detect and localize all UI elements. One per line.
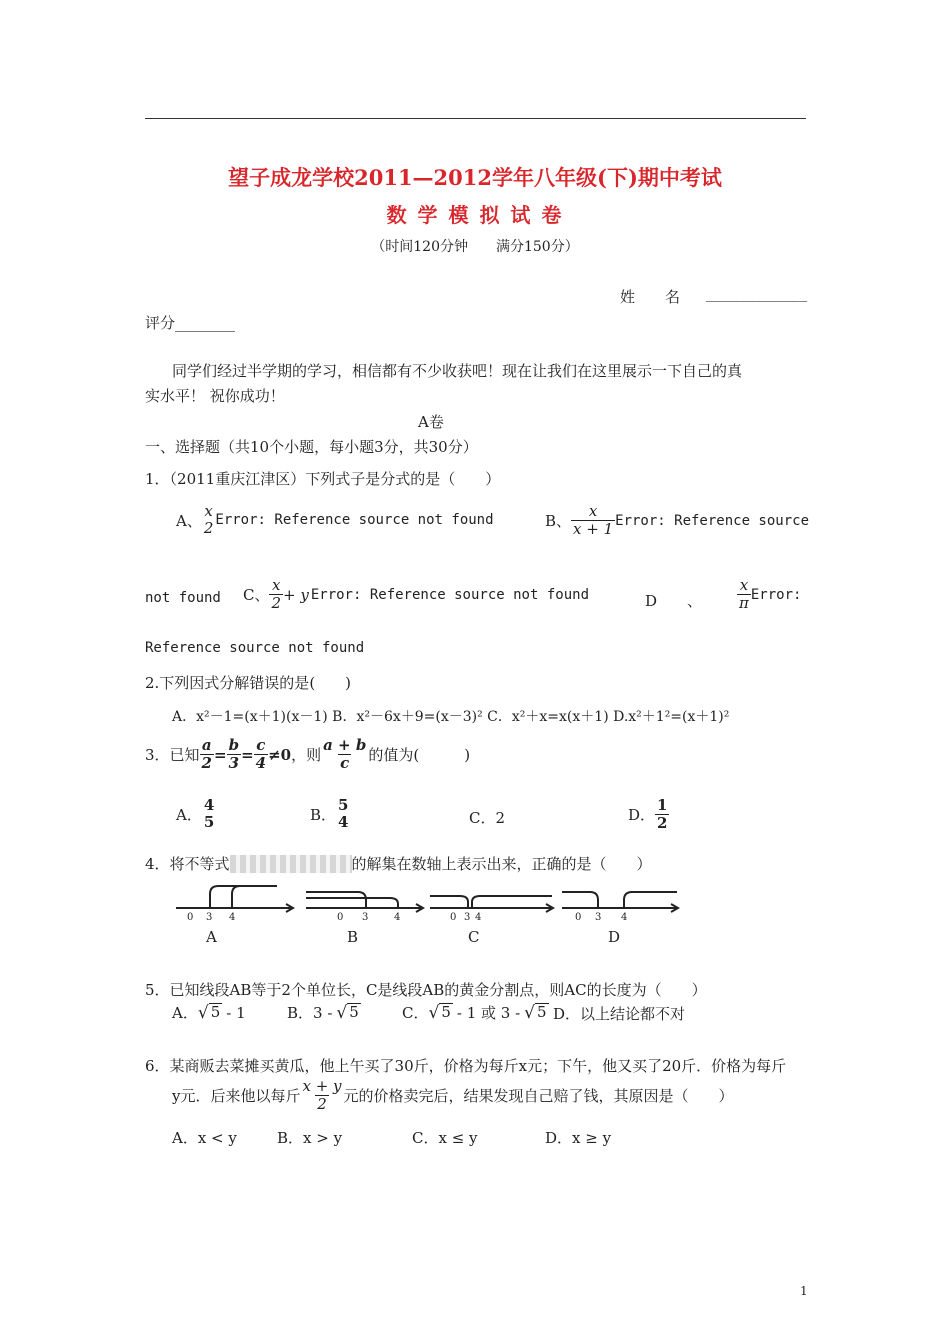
- q1-a-fraction: [202, 503, 216, 538]
- frac-denominator: π: [739, 594, 749, 613]
- q3-option-a: [176, 797, 216, 832]
- q4-stem-prefix: 4．将不等式: [145, 855, 230, 873]
- frac-denominator: x + 1: [573, 520, 614, 539]
- sqrt-five: [524, 1003, 548, 1021]
- q1-a-error: Error: Reference source not found: [215, 512, 494, 529]
- inequality-system-image: [230, 855, 352, 873]
- q5-option-d: D．以上结论都不对: [553, 1005, 686, 1023]
- option-label-c: C: [468, 928, 480, 946]
- q1-option-c: [243, 577, 589, 613]
- q3-stem: [145, 737, 470, 773]
- tick-label: 3: [362, 912, 369, 923]
- part1-title: 一、选择题（共10个小题，每小题3分，共30分）: [145, 438, 478, 456]
- q6-option-d: D．x ≥ y: [545, 1129, 612, 1147]
- q3-stem-end: 的值为( ): [368, 746, 471, 765]
- tick-label: 4: [394, 912, 401, 923]
- q5-c-expr: - 1 或 3 -: [456, 1004, 521, 1022]
- q5-option-a: [172, 1002, 246, 1023]
- q6-line-2: [172, 1078, 734, 1114]
- q4-stem-suffix: 的解集在数轴上表示出来，正确的是（ ）: [351, 855, 652, 873]
- q5-stem: 5．已知线段AB等于2个单位长，C是线段AB的黄金分割点，则AC的长度为（ ）: [145, 981, 707, 999]
- q3-option-c: C．2: [469, 809, 506, 827]
- radicand: 5: [537, 1003, 547, 1022]
- frac-numerator: 4: [203, 796, 215, 814]
- q6-fraction: [300, 1078, 343, 1114]
- top-rule: [145, 118, 806, 119]
- q5-a-label: A．: [172, 1004, 198, 1022]
- q1-d-label: D 、: [645, 592, 703, 610]
- frac-numerator: x: [739, 576, 749, 594]
- q5-option-b: [287, 1002, 361, 1023]
- q1-a-label: A、: [176, 511, 202, 530]
- q3-frac-ab-c: [321, 737, 368, 773]
- tick-label: 3: [464, 912, 471, 923]
- q6-line2-post: 元的价格卖完后，结果发现自己赔了钱，其原因是（ ）: [343, 1087, 734, 1106]
- frac-denominator: 4: [338, 813, 349, 832]
- q5-option-c: [402, 1002, 549, 1023]
- q3-d-label: D．: [628, 806, 656, 825]
- frac-numerator: x: [588, 502, 598, 520]
- q4-stem: [145, 853, 652, 874]
- option-label-d: D: [608, 928, 621, 946]
- name-blank: ____________: [706, 286, 808, 302]
- frac-denominator: 3: [228, 754, 240, 773]
- page-number: 1: [800, 1284, 808, 1298]
- q3-stem-prefix: 3．已知: [145, 746, 200, 765]
- tick-label: 0: [187, 912, 194, 923]
- q1-b-label: B、: [545, 512, 572, 531]
- tick-label: 4: [621, 912, 628, 923]
- q3-d-fraction: [655, 797, 669, 833]
- not-equal-zero: ≠0: [268, 745, 292, 764]
- q1-b-fraction: [571, 503, 615, 539]
- sqrt-icon: √: [197, 1002, 209, 1023]
- frac-denominator: 4: [255, 754, 267, 773]
- tick-label: 0: [450, 912, 457, 923]
- exam-subtitle: 数 学 模 拟 试 卷: [386, 203, 564, 227]
- frac-numerator: a + b: [323, 736, 367, 754]
- frac-denominator: 2: [317, 1095, 327, 1114]
- score-label: 评分________: [145, 314, 236, 332]
- q5-a-expr: - 1: [226, 1003, 246, 1022]
- q5-b-expr: 3 -: [313, 1003, 333, 1022]
- q1-b-error: Error: Reference source: [615, 512, 810, 529]
- frac-numerator: c: [256, 736, 266, 754]
- frac-denominator: 2: [201, 754, 212, 773]
- frac-denominator: 5: [203, 813, 215, 832]
- q6-line2-pre: y元．后来他以每斤: [172, 1087, 301, 1106]
- q3-option-d: [628, 797, 669, 833]
- q6-option-b: B．x > y: [277, 1129, 343, 1147]
- q3-a-fraction: [202, 797, 216, 832]
- q1-c-error: Error: Reference source not found: [310, 586, 589, 603]
- sqrt-five: [198, 1003, 222, 1021]
- q3-stem-suffix: ，则: [291, 746, 322, 765]
- tick-label: 4: [475, 912, 482, 923]
- q1-d-error-cont: Reference source not found: [145, 640, 365, 656]
- q3-option-b: [310, 797, 350, 832]
- q5-c-label: C．: [402, 1004, 429, 1022]
- q1-c-fraction: [269, 577, 283, 613]
- tick-label: 0: [337, 912, 344, 923]
- tick-label: 3: [595, 912, 602, 923]
- frac-numerator: x: [204, 502, 213, 520]
- q2-stem: 2.下列因式分解错误的是( ): [145, 674, 352, 692]
- radicand: 5: [441, 1003, 451, 1022]
- tick-label: 0: [575, 912, 582, 923]
- q2-options: A．x²－1=(x＋1)(x－1) B．x²－6x＋9=(x－3)² C．x²＋x=x(x＋1) D.x²＋1²=(x＋1)²: [172, 709, 730, 725]
- q6-line-1: 6．某商贩去菜摊买黄瓜，他上午买了30斤，价格为每斤x元；下午，他又买了20斤．价格为每斤: [145, 1057, 787, 1075]
- q1-d-fraction: [737, 577, 751, 613]
- q1-b-error-cont: not found: [145, 590, 221, 606]
- frac-numerator: 1: [657, 796, 668, 814]
- intro-line-1: 同学们经过半学期的学习，相信都有不少收获吧！现在让我们在这里展示一下自己的真: [172, 362, 743, 380]
- radicand: 5: [210, 1003, 221, 1022]
- frac-denominator: 2: [657, 814, 668, 833]
- frac-denominator: 2: [203, 519, 214, 538]
- q1-option-a: [176, 503, 494, 538]
- frac-numerator: x: [272, 576, 281, 594]
- q1-option-b: [545, 503, 809, 539]
- frac-numerator: x + y: [302, 1077, 342, 1095]
- q3-b-label: B．: [310, 805, 337, 824]
- q6-option-a: A．x < y: [172, 1129, 237, 1147]
- q1-option-d: [737, 577, 801, 613]
- tick-label: 4: [229, 912, 236, 923]
- radicand: 5: [349, 1003, 359, 1022]
- q3-b-fraction: [336, 797, 350, 832]
- frac-numerator: b: [228, 736, 240, 754]
- exam-title: 望子成龙学校2011—2012学年八年级(下)期中考试: [228, 165, 722, 190]
- q1-c-plus-y: + y: [283, 585, 309, 604]
- sqrt-icon: √: [336, 1002, 348, 1023]
- section-a-label: A卷: [418, 413, 444, 431]
- q3-frac-c4: [254, 737, 268, 773]
- frac-numerator: 5: [338, 796, 349, 814]
- time-info: （时间120分钟 满分150分）: [371, 239, 579, 255]
- intro-line-2: 实水平！ 祝你成功！: [145, 387, 285, 405]
- name-label: 姓 名: [620, 288, 681, 306]
- frac-numerator: a: [201, 736, 212, 754]
- sqrt-icon: √: [428, 1002, 440, 1023]
- option-label-b: B: [347, 928, 359, 946]
- sqrt-five: [336, 1003, 360, 1021]
- q6-option-c: C．x ≤ y: [412, 1129, 478, 1147]
- number-line-options: [172, 880, 682, 948]
- q3-frac-a2: [200, 737, 214, 773]
- sqrt-five: [428, 1003, 452, 1021]
- sqrt-icon: √: [524, 1002, 536, 1023]
- q1-c-label: C、: [243, 586, 270, 605]
- q1-stem: 1．（2011重庆江津区）下列式子是分式的是（ ）: [145, 470, 501, 488]
- option-label-a: A: [206, 928, 217, 946]
- q1-d-error: Error:: [750, 586, 802, 603]
- frac-denominator: c: [340, 754, 350, 773]
- q5-b-label: B．: [287, 1004, 314, 1022]
- equals-sign: =: [241, 745, 254, 764]
- q3-frac-b3: [227, 737, 242, 773]
- frac-denominator: 2: [271, 594, 282, 613]
- q3-a-label: A．: [176, 805, 202, 824]
- tick-label: 3: [206, 912, 213, 923]
- equals-sign: =: [213, 745, 227, 764]
